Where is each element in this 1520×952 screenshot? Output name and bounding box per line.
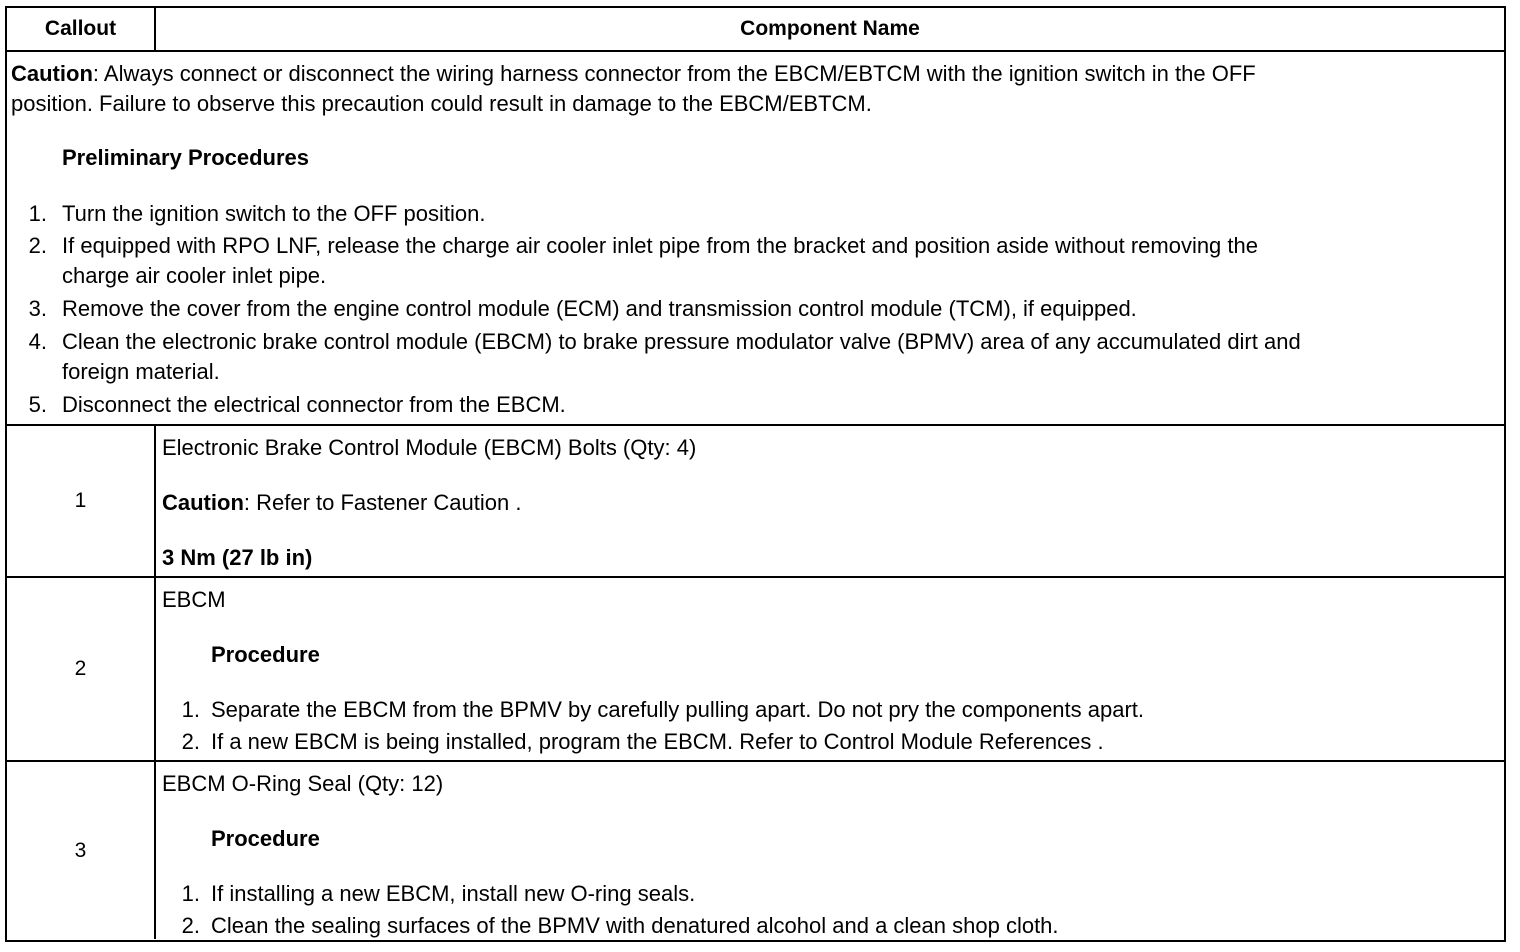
intro-caution-text-1: : Always connect or disconnect the wiring harness connector from the EBCM/EBTCM with the ignition switch in the OFF: [92, 61, 1256, 86]
prelim-step-3-num: 3.: [28, 296, 47, 321]
table-row-1: [7, 424, 1504, 576]
row-3-step-2-text: Clean the sealing surfaces of the BPMV with denatured alcohol and a clean shop cloth.: [211, 913, 1059, 938]
row-1-torque-spec: 3 Nm (27 lb in): [162, 545, 313, 570]
row-3-title: EBCM O-Ring Seal (Qty: 12): [162, 771, 444, 796]
intro-caution-line-2: position. Failure to observe this precaution could result in damage to the EBCM/EBTCM.: [11, 91, 872, 116]
row-3-step-1-num: 1.: [181, 881, 200, 906]
row-2-step-2-num: 2.: [181, 729, 200, 754]
row-1-caution-text: : Refer to Fastener Caution .: [243, 490, 522, 515]
prelim-step-5-num: 5.: [28, 392, 47, 417]
component-cell-2: [156, 578, 1504, 760]
prelim-step-1-num: 1.: [28, 201, 47, 226]
row-3-step-2-num: 2.: [181, 913, 200, 938]
table-row-3: [7, 760, 1504, 939]
preliminary-procedures-heading: Preliminary Procedures: [62, 145, 310, 170]
row-3-step-1-text: If installing a new EBCM, install new O-ring seals.: [211, 881, 696, 906]
prelim-step-4-text-line-1: Clean the electronic brake control module (EBCM) to brake pressure modulator valve (BPMV) area of any accumulated dirt and: [62, 329, 1301, 354]
prelim-step-2-text-line-2: charge air cooler inlet pipe.: [62, 263, 327, 288]
row-2-step-2-text: If a new EBCM is being installed, program the EBCM. Refer to Control Module References .: [211, 729, 1104, 754]
callout-1: 1: [7, 426, 156, 576]
row-2-step-1-text: Separate the EBCM from the BPMV by carefully pulling apart. Do not pry the components apart.: [211, 697, 1145, 722]
prelim-step-2-text-line-1: If equipped with RPO LNF, release the charge air cooler inlet pipe from the bracket and position aside without removing the: [62, 233, 1258, 258]
callout-3: 3: [7, 762, 156, 939]
component-name-header: Component Name: [740, 17, 920, 40]
row-2-step-1-num: 1.: [181, 697, 200, 722]
row-2-title: EBCM: [162, 587, 226, 612]
intro-caution-label: Caution: [11, 61, 93, 86]
prelim-step-5-text: Disconnect the electrical connector from the EBCM.: [62, 392, 566, 417]
component-cell-3: [156, 762, 1504, 939]
row-1-caution: [162, 490, 521, 516]
row-2-procedure-heading: Procedure: [211, 642, 320, 667]
callout-header: Callout: [7, 8, 156, 50]
row-1-title: Electronic Brake Control Module (EBCM) Bolts (Qty: 4): [162, 435, 697, 460]
intro-caution-line-1: [11, 61, 1256, 87]
prelim-step-3-text: Remove the cover from the engine control module (ECM) and transmission control module (TCM), if equipped.: [62, 296, 1137, 321]
table-row-2: [7, 576, 1504, 760]
prelim-step-4-text-line-2: foreign material.: [62, 359, 220, 384]
row-1-caution-label: Caution: [162, 490, 244, 515]
prelim-step-1-text: Turn the ignition switch to the OFF position.: [62, 201, 486, 226]
component-table: [5, 6, 1506, 942]
intro-row: [7, 50, 1504, 424]
row-3-procedure-heading: Procedure: [211, 826, 320, 851]
prelim-step-2-num: 2.: [28, 233, 47, 258]
prelim-step-4-num: 4.: [28, 329, 47, 354]
component-cell-1: [156, 426, 1504, 576]
callout-2: 2: [7, 578, 156, 760]
table-header-row: [7, 8, 1504, 50]
